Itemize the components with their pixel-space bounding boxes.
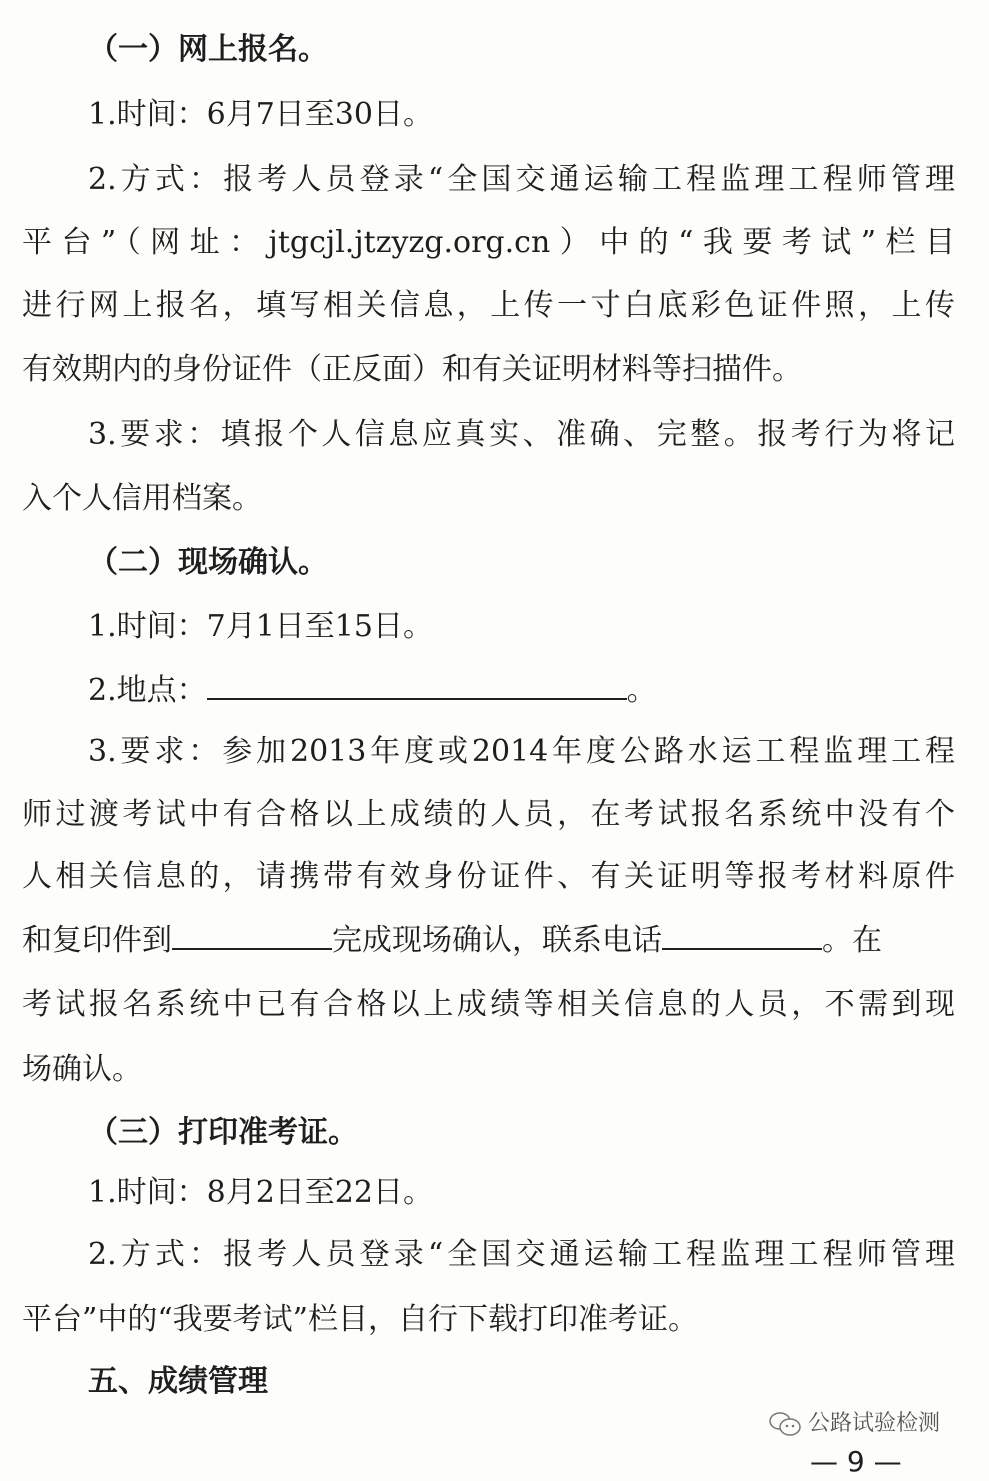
paragraph-method: 2.方式：报考人员登录“全国交通运输工程监理工程师管理 bbox=[88, 162, 955, 197]
paragraph-time: 1.时间：6月7日至30日。 bbox=[88, 97, 433, 132]
paragraph-method: 2.方式：报考人员登录“全国交通运输工程监理工程师管理 bbox=[88, 1237, 955, 1272]
paragraph-requirement-line: 考试报名系统中已有合格以上成绩等相关信息的人员，不需到现 bbox=[22, 987, 955, 1022]
text: 和复印件到 bbox=[22, 923, 172, 958]
place-end: 。 bbox=[626, 673, 657, 708]
location-blank bbox=[172, 920, 332, 950]
paragraph-method-line: 平台”（网址：jtgcjl.jtzyzg.org.cn）中的“我要考试”栏目 bbox=[22, 225, 955, 260]
paragraph-requirement-line bbox=[22, 920, 955, 961]
paragraph-method-line: 平台”中的“我要考试”栏目，自行下载打印准考证。 bbox=[22, 1302, 699, 1337]
section-heading-online-registration: （一）网上报名。 bbox=[88, 32, 328, 67]
paragraph-time: 1.时间：7月1日至15日。 bbox=[88, 609, 433, 644]
paragraph-method-line: 进行网上报名，填写相关信息，上传一寸白底彩色证件照，上传 bbox=[22, 288, 955, 323]
paragraph-requirement-line: 人相关信息的，请携带有效身份证件、有关证明等报考材料原件 bbox=[22, 859, 955, 894]
paragraph-requirement-line: 入个人信用档案。 bbox=[22, 481, 262, 516]
text: 完成现场确认，联系电话 bbox=[332, 923, 662, 958]
watermark-text: 公路试验检测 bbox=[808, 1411, 941, 1436]
paragraph-method-line: 有效期内的身份证件（正反面）和有关证明材料等扫描件。 bbox=[22, 352, 802, 387]
section-heading-print-admission: （三）打印准考证。 bbox=[88, 1115, 358, 1150]
paragraph-time: 1.时间：8月2日至22日。 bbox=[88, 1175, 433, 1210]
wechat-icon bbox=[768, 1411, 802, 1437]
paragraph-requirement-line: 师过渡考试中有合格以上成绩的人员，在考试报名系统中没有个 bbox=[22, 797, 955, 832]
place-blank bbox=[207, 670, 627, 700]
place-label: 2.地点： bbox=[88, 673, 207, 708]
section-heading-score-management: 五、成绩管理 bbox=[88, 1364, 268, 1399]
page-number: — 9 — bbox=[810, 1445, 902, 1478]
phone-blank bbox=[662, 920, 822, 950]
paragraph-place bbox=[88, 670, 955, 711]
paragraph-requirement: 3.要求：填报个人信息应真实、准确、完整。报考行为将记 bbox=[88, 417, 955, 452]
paragraph-requirement: 3.要求：参加2013年度或2014年度公路水运工程监理工程 bbox=[88, 734, 955, 769]
paragraph-requirement-line: 场确认。 bbox=[22, 1052, 142, 1087]
text: 。在 bbox=[822, 923, 882, 958]
section-heading-onsite-confirmation: （二）现场确认。 bbox=[88, 545, 328, 580]
